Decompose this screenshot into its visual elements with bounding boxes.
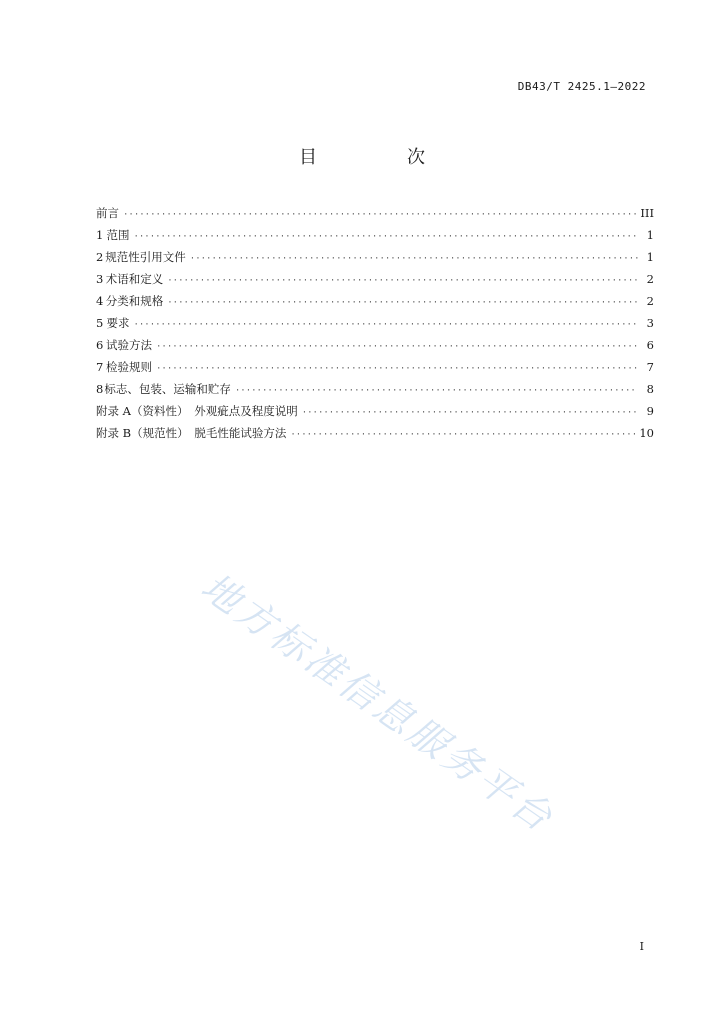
page-number: I xyxy=(639,940,644,953)
toc-leader xyxy=(133,320,638,330)
toc-label: 试验方法 xyxy=(106,338,152,352)
toc-num: 5 xyxy=(96,316,104,330)
toc-entry-appendix-a[interactable] xyxy=(96,403,654,425)
toc-page: 2 xyxy=(646,294,654,308)
toc-num: 4 xyxy=(96,294,104,308)
toc-page: 7 xyxy=(646,360,654,374)
table-of-contents xyxy=(96,205,654,447)
toc-entry-2[interactable] xyxy=(96,249,654,271)
toc-label: 要求 xyxy=(106,316,130,330)
toc-label: 术语和定义 xyxy=(105,272,164,286)
toc-label: 检验规则 xyxy=(106,360,152,374)
toc-entry-8[interactable] xyxy=(96,381,654,403)
toc-page: 6 xyxy=(646,338,654,352)
toc-entry-7[interactable] xyxy=(96,359,654,381)
toc-leader xyxy=(156,364,638,374)
toc-label: 附录 A（资料性） 外观疵点及程度说明 xyxy=(96,404,298,418)
toc-page: 2 xyxy=(646,272,654,286)
toc-page: III xyxy=(640,206,654,220)
toc-leader xyxy=(190,254,638,264)
toc-label: 附录 B（规范性） 脱毛性能试验方法 xyxy=(96,426,287,440)
toc-entry-foreword[interactable] xyxy=(96,205,654,227)
toc-leader xyxy=(235,386,638,396)
toc-page: 3 xyxy=(646,316,654,330)
toc-num: 3 xyxy=(96,272,104,286)
document-number: DB43/T 2425.1—2022 xyxy=(517,80,646,93)
toc-entry-5[interactable] xyxy=(96,315,654,337)
toc-entry-6[interactable] xyxy=(96,337,654,359)
toc-label: 前言 xyxy=(96,206,119,220)
toc-label: 规范性引用文件 xyxy=(105,250,186,264)
toc-entry-1[interactable] xyxy=(96,227,654,249)
toc-num: 8 xyxy=(96,382,104,396)
toc-leader xyxy=(167,276,638,286)
toc-num: 2 xyxy=(96,250,104,264)
toc-leader xyxy=(302,408,638,418)
watermark: 地方标准信息服务平台 xyxy=(193,564,563,842)
toc-page: 9 xyxy=(646,404,654,418)
toc-num: 1 xyxy=(96,228,104,242)
toc-leader xyxy=(133,232,638,242)
toc-leader xyxy=(156,342,638,352)
toc-label: 标志、包装、运输和贮存 xyxy=(104,382,231,396)
toc-entry-appendix-b[interactable] xyxy=(96,425,654,447)
toc-entry-4[interactable] xyxy=(96,293,654,315)
toc-num: 6 xyxy=(96,338,104,352)
toc-num: 7 xyxy=(96,360,104,374)
toc-entry-3[interactable] xyxy=(96,271,654,293)
toc-label: 范围 xyxy=(106,228,130,242)
toc-leader xyxy=(167,298,638,308)
toc-page: 10 xyxy=(639,426,654,440)
toc-page: 8 xyxy=(646,382,654,396)
toc-page: 1 xyxy=(646,228,654,242)
toc-leader xyxy=(290,430,635,440)
toc-page: 1 xyxy=(646,250,654,264)
page-title: 目 次 xyxy=(299,147,461,168)
toc-label: 分类和规格 xyxy=(105,294,164,308)
toc-leader xyxy=(123,210,636,220)
